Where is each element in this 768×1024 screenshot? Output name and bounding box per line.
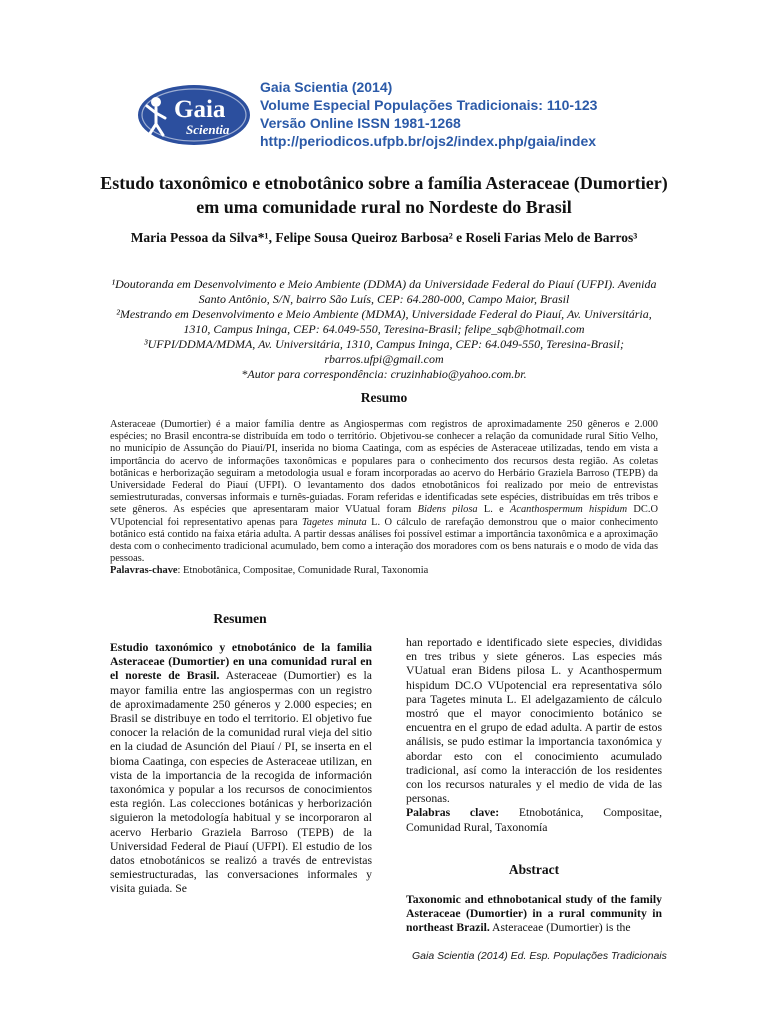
keywords-label: Palavras-chave: [110, 565, 178, 577]
logo-subword: Scientia: [186, 122, 230, 137]
volume-info: Volume Especial Populações Tradicionais: 110-123: [260, 97, 598, 113]
abstract-heading: Abstract: [508, 862, 560, 877]
author-list: Maria Pessoa da Silva*¹, Felipe Sousa Queiroz Barbosa² e Roseli Farias Melo de Barros³: [130, 230, 638, 245]
resumen-paragraph: [110, 641, 372, 897]
resumen-column-left: [110, 641, 372, 897]
correspondence-note: *Autor para correspondência: cruzinhabio@yahoo.com.br.: [241, 367, 527, 381]
journal-header: [134, 78, 654, 156]
abstract-title: Taxonomic and ethnobotanical study of the family Asteraceae (Dumortier) in a rural community in northeast Brazil.: [406, 893, 662, 935]
resumen-column-right: [406, 636, 662, 835]
resumo-heading: Resumo: [360, 390, 408, 405]
species-bidens: Bidens pilosa: [417, 504, 478, 516]
resumen-text-left: Asteraceae (Dumortier) es la mayor familia entre las angiospermas con un registro de aproximadamente 250 géneros y 2.000 especies; en Brasil se distribuye en todo el territorio. El objetivo fue conocer la relación de la comunidad rural vieja del sitio en la ciudad de Asunción del Piauí / PI, se inserta en el bioma Caatinga, con especies de Asteraceae utilizan, en vista de la importancia de la recogida de información taxonómica y popular a los recursos de conocimientos esta región. Las colecciones botánicas y herborización siguieron la metodología habitual y se incorporaron al acervo Herbario Graziela Barroso (TEPB) de la Universidad Federal de Piauí (UFPI). El estudio de los datos etnobotánicos se realizó a través de entrevistas semiestructuradas, las conversaciones informales y visita guiada. Se: [110, 669, 372, 896]
affiliation-3: ³UFPI/DDMA/MDMA, Av. Universitária, 1310, Campus Ininga, CEP: 64.049-550, Teresina-Brasil; rbarros.ufpi@gmail.com: [144, 337, 624, 366]
abstract-paragraph: [406, 893, 662, 936]
resumo-text-1: Asteraceae (Dumortier) é a maior família dentre as Angiospermas com registros de aproximadamente 250 gêneros e 2.000 espécies; no Brasil encontra-se distribuída em todo o território. Objetivou-se conhecer a relação da comunidade rural Sítio Velho, no município de Assunção do Piauí/PI, inserida no bioma Caatinga, com as espécies de Asteraceae utilizadas, tendo em vista a importância do acervo de informações taxonômicas e populares para o conhecimento dos recursos desta região. As coletas botânicas e herborização seguiram a metodologia usual e foram incorporadas ao acervo do Herbário Graziela Barroso (TEPB) da Universidade Federal do Piauí (UFPI). O levantamento dos dados etnobotânicos foi realizado por meio de entrevistas semiestruturadas, conversas informais e turnês-guiadas. Foram referidas e identificadas sete espécies, distribuídas em três tribos e sete gêneros. As espécies que apresentaram maior VUatual foram: [110, 419, 658, 516]
logo-word: Gaia: [174, 96, 226, 123]
affiliations: [104, 277, 664, 382]
resumen-text-right: han reportado e identificado siete especies, divididas en tres tribus y siete géneros. Las especies más VUatual eran Bidens pilosa L. y Acanthospermum hispidum DC.O VUpotencial era representativa sólo para Tagetes minuta L. El adelgazamiento de cálculo mostró que el mayor conocimiento botánico se encuentra en el grupo de edad adulta. A partir de estos análisis, se pudo estimar la importancia taxonómica y abordar esto con el conocimiento acumulado tradicional, así como la interacción de los residentes con los recursos naturales y el medio de vida de las personas.: [406, 636, 662, 806]
article-title: Estudo taxonômico e etnobotânico sobre a família Asteraceae (Dumortier) em uma comunidade rural no Nordeste do Brasil: [100, 173, 668, 217]
palabras-clave-label: Palabras clave:: [406, 806, 500, 820]
resumo-body: [110, 419, 658, 578]
resumo-text-3: DC.O VUpotencial foi representativo apenas para: [110, 504, 658, 528]
journal-name: Gaia Scientia (2014): [260, 79, 393, 95]
resumo-text-2: L. e: [483, 504, 504, 516]
resumen-heading: Resumen: [213, 611, 267, 626]
issn-info: Versão Online ISSN 1981-1268: [260, 115, 461, 131]
species-acanthospermum: Acanthospermum hispidum: [510, 504, 628, 516]
keywords-list: : Etnobotânica, Compositae, Comunidade Rural, Taxonomia: [177, 565, 429, 577]
resumo-text-4: L. O cálculo de rarefação demonstrou que o maior conhecimento botânico está contido na faixa etária adulta. A partir dessas análises foi possível estimar a importância taxonômica e a aproximação desta com o conhecimento tradicional acumulado, bem como a interação dos moradores com os bens naturais e o modo de vida das pessoas.: [110, 516, 658, 565]
abstract-text: Asteraceae (Dumortier) is the: [492, 921, 631, 935]
page-footer: Gaia Scientia (2014) Ed. Esp. Populações Tradicionais: [412, 950, 667, 962]
species-tagetes: Tagetes minuta: [301, 516, 367, 528]
palabras-clave-list: Etnobotánica, Compositae, Comunidad Rural, Taxonomía: [406, 806, 662, 834]
abstract-body: [406, 893, 662, 936]
resumen-keywords: [406, 806, 662, 834]
resumo-keywords: [110, 565, 658, 577]
resumen-title: Estudio taxonómico y etnobotánico de la familia Asteraceae (Dumortier) en una comunidad rural en el noreste de Brasil.: [110, 641, 372, 683]
journal-url[interactable]: http://periodicos.ufpb.br/ojs2/index.php/gaia/index: [260, 133, 597, 149]
resumo-paragraph: [110, 419, 658, 565]
gaia-scientia-logo: [134, 82, 252, 148]
masthead: [260, 78, 660, 150]
affiliation-1: ¹Doutoranda em Desenvolvimento e Meio Ambiente (DDMA) da Universidade Federal do Piauí (UFPI). Avenida Santo Antônio, S/N, bairro São Luís, CEP: 64.280-000, Campo Maior, Brasil: [111, 277, 657, 306]
affiliation-2: ²Mestrando em Desenvolvimento e Meio Ambiente (MDMA), Universidade Federal do Piauí, Av. Universitária, 1310, Campus Ininga, CEP: 64.049-550, Teresina-Brasil; felipe_sqb@hotmail.com: [116, 307, 652, 336]
